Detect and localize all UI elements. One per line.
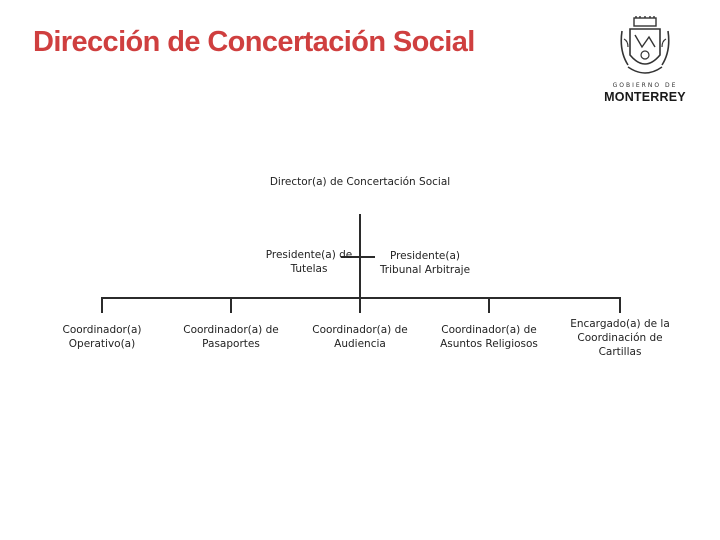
- subordinate-box: Coordinador(a) de Asuntos Religiosos: [440, 324, 538, 350]
- logo-name: MONTERREY: [604, 90, 686, 104]
- drop-line-3: [359, 297, 361, 313]
- subordinate-box: Coordinador(a) Operativo(a): [62, 324, 142, 350]
- subordinate-box: Coordinador(a) de Pasaportes: [183, 324, 279, 350]
- staff-box-tribunal: Presidente(a) Tribunal Arbitraje: [379, 250, 471, 276]
- logo-subtitle: GOBIERNO DE: [612, 82, 678, 89]
- drop-line-4: [488, 297, 490, 313]
- staff-box-tutelas: Presidente(a) de Tutelas: [265, 249, 353, 275]
- subordinate-box: Encargado(a) de la Coordinación de Cartillas: [570, 318, 670, 358]
- drop-line-5: [619, 297, 621, 313]
- drop-line-2: [230, 297, 232, 313]
- director-box: Director(a) de Concertación Social: [269, 176, 451, 188]
- page-title: Dirección de Concertación Social: [33, 26, 475, 58]
- horizontal-bus-line: [101, 297, 621, 299]
- coat-of-arms-icon: [618, 15, 672, 81]
- drop-line-1: [101, 297, 103, 313]
- subordinate-box: Coordinador(a) de Audiencia: [312, 324, 408, 350]
- monterrey-logo: [604, 15, 686, 105]
